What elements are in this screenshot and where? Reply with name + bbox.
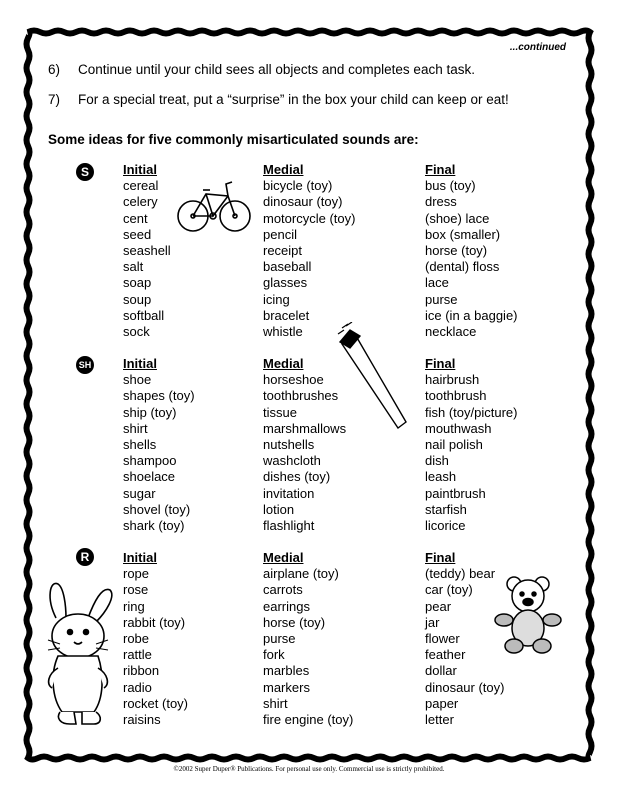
word: toothbrushes	[263, 388, 339, 404]
word: dinosaur (toy)	[263, 194, 343, 210]
word: flower	[425, 631, 460, 647]
word: soap	[123, 275, 152, 291]
continued-label: ...continued	[509, 42, 566, 53]
word: sugar	[123, 485, 156, 501]
word: dish	[425, 453, 449, 469]
r-initial-column	[123, 550, 188, 728]
s-initial-column	[123, 162, 171, 340]
column-header-initial: Initial	[123, 162, 157, 177]
step-6	[48, 62, 475, 77]
word: hairbrush	[425, 372, 480, 388]
word: paper	[425, 695, 459, 711]
word: glasses	[263, 275, 308, 291]
word: horseshoe	[263, 372, 324, 388]
column-header-final: Final	[425, 550, 456, 565]
word: radio	[123, 679, 152, 695]
column-header-medial: Medial	[263, 550, 304, 565]
r-medial-column	[263, 550, 353, 728]
word: earrings	[263, 598, 310, 614]
word: sock	[123, 324, 150, 340]
word: lotion	[263, 501, 295, 517]
word: soup	[123, 291, 152, 307]
word: cereal	[123, 178, 159, 194]
word: icing	[263, 291, 290, 307]
step-7	[48, 92, 509, 107]
word: dinosaur (toy)	[425, 679, 505, 695]
word: pear	[425, 598, 452, 614]
column-header-medial: Medial	[263, 162, 304, 177]
word: bracelet	[263, 307, 310, 323]
word: bicycle (toy)	[263, 178, 333, 194]
word: shovel (toy)	[123, 501, 191, 517]
word: ribbon	[123, 663, 160, 679]
word: box (smaller)	[425, 226, 501, 242]
column-header-initial: Initial	[123, 356, 157, 371]
word: licorice	[425, 518, 466, 534]
word: baseball	[263, 259, 312, 275]
s-final-column	[425, 162, 518, 340]
word: shoelace	[123, 469, 176, 485]
word: motorcycle (toy)	[263, 210, 356, 226]
word: fish (toy/picture)	[425, 404, 518, 420]
word: shells	[123, 437, 157, 453]
word: dress	[425, 194, 457, 210]
column-header-final: Final	[425, 356, 456, 371]
word: salt	[123, 259, 144, 275]
word: lace	[425, 275, 449, 291]
word: seashell	[123, 243, 171, 259]
word: car (toy)	[425, 582, 473, 598]
word: ship (toy)	[123, 404, 177, 420]
word: marshmallows	[263, 420, 347, 436]
sound-r-badge: R	[76, 548, 94, 566]
sh-medial-column	[263, 356, 346, 534]
word: shirt	[263, 695, 288, 711]
word: shoe	[123, 372, 152, 388]
word: receipt	[263, 243, 303, 259]
bicycle-icon	[176, 178, 252, 236]
teddy-bear-icon	[492, 574, 562, 654]
copyright-footer: ©2002 Super Duper® Publications. For personal use only. Commercial use is strictly prohibited.	[173, 765, 445, 773]
word: seed	[123, 226, 152, 242]
word: shapes (toy)	[123, 388, 195, 404]
word: pencil	[263, 226, 297, 242]
word: horse (toy)	[425, 243, 488, 259]
column-header-medial: Medial	[263, 356, 304, 371]
word: dollar	[425, 663, 457, 679]
step-number: 7)	[48, 92, 61, 107]
word: flashlight	[263, 518, 315, 534]
word: ring	[123, 598, 145, 614]
word: shark (toy)	[123, 518, 185, 534]
word: necklace	[425, 324, 477, 340]
word: nail polish	[425, 437, 483, 453]
word: fire engine (toy)	[263, 712, 354, 728]
word: ice (in a baggie)	[425, 307, 518, 323]
word: celery	[123, 194, 158, 210]
word: carrots	[263, 582, 303, 598]
sh-final-column	[425, 356, 517, 534]
word: leash	[425, 469, 457, 485]
word: rocket (toy)	[123, 695, 189, 711]
word: marbles	[263, 663, 310, 679]
word: washcloth	[263, 453, 321, 469]
word: softball	[123, 307, 165, 323]
word: bus (toy)	[425, 178, 476, 194]
word: horse (toy)	[263, 614, 326, 630]
word: toothbrush	[425, 388, 487, 404]
section-heading: Some ideas for five commonly misarticulated sounds are:	[48, 132, 419, 147]
step-number: 6)	[48, 62, 61, 77]
column-header-initial: Initial	[123, 550, 157, 565]
word: rope	[123, 566, 150, 582]
word: paintbrush	[425, 485, 486, 501]
word: rattle	[123, 647, 152, 663]
word: nutshells	[263, 437, 315, 453]
rabbit-icon	[42, 578, 118, 728]
word: tissue	[263, 404, 297, 420]
word: feather	[425, 647, 466, 663]
word: starfish	[425, 501, 467, 517]
sound-s-badge: S	[76, 163, 94, 181]
word: whistle	[263, 324, 303, 340]
word: purse	[425, 291, 458, 307]
word: (shoe) lace	[425, 210, 490, 226]
word: mouthwash	[425, 420, 492, 436]
word: invitation	[263, 485, 315, 501]
word: airplane (toy)	[263, 566, 339, 582]
s-medial-column	[263, 162, 355, 340]
word: (dental) floss	[425, 259, 500, 275]
word: cent	[123, 210, 148, 226]
word: raisins	[123, 712, 161, 728]
word: purse	[263, 631, 296, 647]
word: markers	[263, 679, 310, 695]
word: (teddy) bear	[425, 566, 496, 582]
word: shirt	[123, 420, 148, 436]
sound-sh-badge: SH	[76, 356, 94, 374]
step-text: For a special treat, put a “surprise” in the box your child can keep or eat!	[78, 92, 509, 107]
word: rabbit (toy)	[123, 614, 186, 630]
toothbrush-icon	[336, 322, 412, 432]
word: letter	[425, 712, 454, 728]
word: rose	[123, 582, 149, 598]
word: shampoo	[123, 453, 177, 469]
step-text: Continue until your child sees all objects and completes each task.	[78, 62, 475, 77]
column-header-final: Final	[425, 162, 456, 177]
word: robe	[123, 631, 150, 647]
word: fork	[263, 647, 285, 663]
sh-initial-column	[123, 356, 195, 534]
word: jar	[425, 614, 440, 630]
word: dishes (toy)	[263, 469, 331, 485]
